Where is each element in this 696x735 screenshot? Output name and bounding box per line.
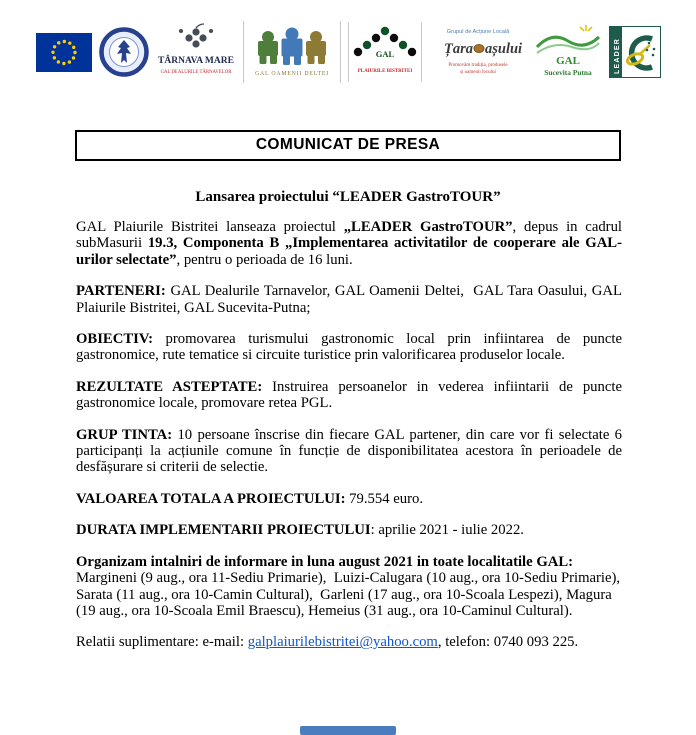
body-text: Relatii suplimentare: e-mail: xyxy=(76,634,248,651)
tarnava-title: TÂRNAVA MARE xyxy=(157,56,234,66)
leader-vertical-text: LEADER xyxy=(613,38,621,74)
body-text: 10 persoane înscrise din fiecare GAL partener, din care vor fi selectate 6 participanți la acțiunile comune în funcție de disponibilitatea acestora în perioadele de desfășurare si criterii de selectie. xyxy=(76,426,626,476)
paragraph-parteneri xyxy=(76,283,626,316)
bold-text: „LEADER GastroTOUR” xyxy=(343,219,513,235)
oasului-sub2: și oamenii locului xyxy=(459,70,496,75)
hills-icon xyxy=(537,37,599,53)
bold-text: 19.3, Componenta B „Implementarea activitatilor de cooperare ale GAL-urilor selectate” xyxy=(76,235,622,268)
sucevita-gal-text: GAL xyxy=(555,55,580,67)
document-body xyxy=(76,219,628,651)
body-text: , depus in cadrul subMasurii xyxy=(76,219,626,252)
paragraph-contact xyxy=(76,634,622,650)
plaiurile-label: PLAIURILE BISTRITEI xyxy=(357,69,412,74)
bold-text: OBIECTIV: xyxy=(76,331,154,348)
body-text: , telefon: 0740 093 225. xyxy=(437,634,579,651)
body-text: : aprilie 2021 - iulie 2022. xyxy=(370,522,524,539)
press-release-banner xyxy=(75,130,621,161)
header-logos xyxy=(8,14,688,90)
gal-plaiurile-bistritei-logo xyxy=(348,22,422,82)
paragraph-obiectiv xyxy=(76,331,626,364)
eu-flag-logo xyxy=(36,33,92,72)
body-text: promovarea turismului gastronomic local prin infiintarea de puncte gastronomice, rute tematice si circuite turistice prin valorificarea produselor locale. xyxy=(76,331,626,364)
document-title: Lansarea proiectului “LEADER GastroTOUR” xyxy=(195,189,501,205)
paragraph-valoare xyxy=(76,491,622,507)
oasului-sub1: Promovăm tradiția, produsele xyxy=(447,63,508,68)
plaiurile-gal-text: GAL xyxy=(375,49,394,59)
email-link[interactable]: galplaiurilebistritei@yahoo.com xyxy=(247,634,438,651)
guvernul-romaniei-logo xyxy=(99,27,149,77)
body-text: GAL Dealurile Tarnavelor, GAL Oamenii Deltei, GAL Tara Oasului, GAL Plaiurile Bistritei, GAL Sucevita-Putna; xyxy=(76,283,626,316)
banner-text: COMUNICAT DE PRESA xyxy=(255,136,441,153)
bold-text: GRUP TINTA: xyxy=(76,426,173,443)
bold-text: Organizam intalniri de informare in luna august 2021 in toate localitatile GAL: xyxy=(76,553,574,570)
body-text: Margineni (9 aug., ora 11-Sediu Primarie), Luizi-Calugara (10 aug., ora 10-Sediu Primarie), Sarata (11 aug., ora 10-Camin Cultural), Garleni (17 aug., ora 10-Scoala Lespezi), Magura (19 aug., ora 10-Scoala Emil Braescu), Hemeius (31 aug., ora 10-Caminul Cultural). xyxy=(76,553,628,619)
tarnava-subtitle: GAL DEALURILE TÂRNAVELOR xyxy=(160,70,231,75)
bottom-indicator-bar[interactable] xyxy=(300,726,396,735)
body-text: , pentru o perioada de 16 luni. xyxy=(176,251,353,268)
deltei-label: GAL OAMENII DELTEI xyxy=(254,71,329,77)
gal-sucevita-putna-logo xyxy=(534,23,602,81)
paragraph-intalniri xyxy=(76,553,628,620)
bold-text: PARTENERI: xyxy=(76,283,166,300)
body-text: Instruirea persoanelor in vederea infiintarii de puncte gastronomice locale, promovare retea PGL. xyxy=(76,378,626,412)
body-text: 79.554 euro. xyxy=(345,490,423,507)
leader-logo xyxy=(609,26,661,78)
paragraph-rezultate xyxy=(76,378,626,412)
body-text: GAL Plaiurile Bistritei lanseaza proiectul xyxy=(76,219,344,235)
tara-oasului-logo xyxy=(429,23,527,81)
grapes-icon xyxy=(179,24,213,48)
oasului-title-left: Țara xyxy=(443,41,473,57)
puzzle-people-icon xyxy=(247,23,337,81)
tarnava-mare-logo xyxy=(156,23,236,81)
bold-text: DURATA IMPLEMENTARII PROIECTULUI xyxy=(76,522,371,539)
gal-oamenii-deltei-logo xyxy=(243,21,341,83)
bold-text: VALOAREA TOTALA A PROIECTULUI: xyxy=(76,490,346,507)
bold-text: REZULTATE ASTEPTATE: xyxy=(76,378,263,395)
paragraph-durata xyxy=(76,522,622,538)
oasului-top-text: Grupul de Acțiune Locală xyxy=(446,29,509,35)
sun-icon xyxy=(580,25,592,31)
paragraph-intro xyxy=(76,219,626,268)
bread-icon xyxy=(474,45,484,53)
dot-triangle-icon xyxy=(352,24,418,80)
paragraph-grup-tinta xyxy=(76,426,626,476)
sucevita-label: Sucevita Putna xyxy=(543,68,592,77)
oasului-title-right: așului xyxy=(484,41,522,57)
